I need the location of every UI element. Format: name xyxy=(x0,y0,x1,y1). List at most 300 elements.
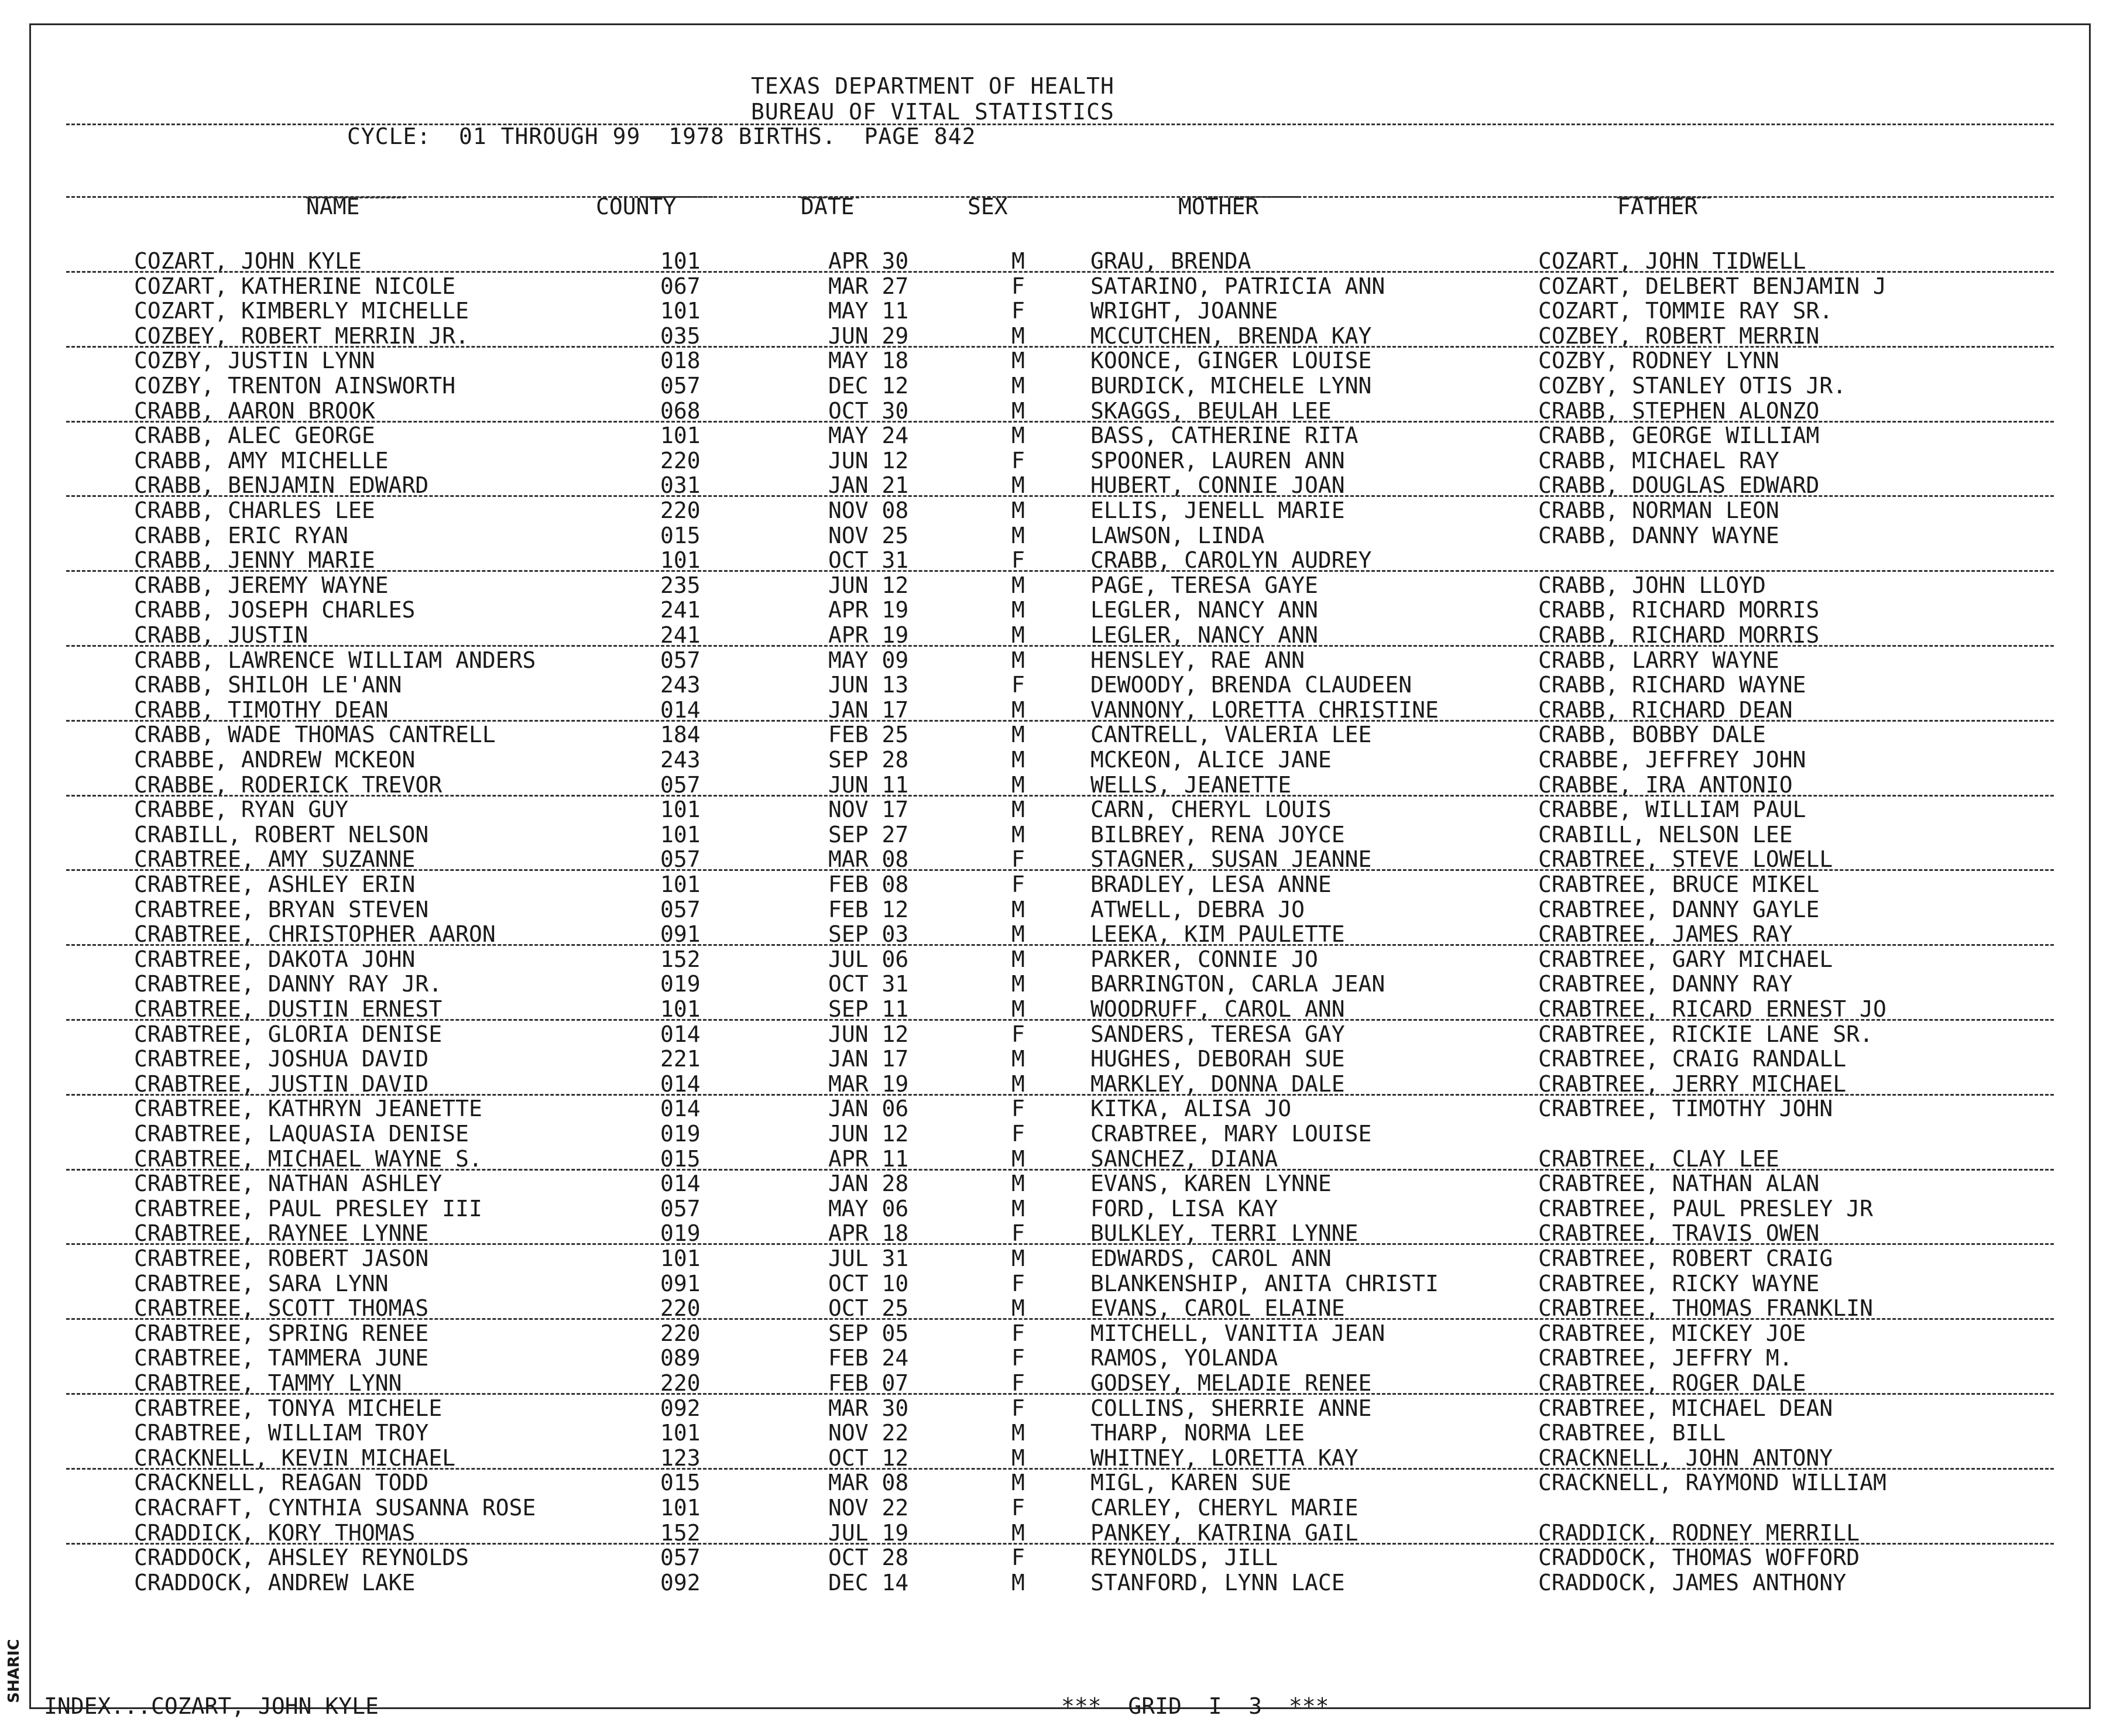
record-row xyxy=(31,722,2089,747)
record-sex: F xyxy=(1011,1096,1025,1122)
record-date: FEB 07 xyxy=(828,1370,909,1396)
record-rule xyxy=(66,944,2054,946)
record-father: CRABB, RICHARD WAYNE xyxy=(1538,672,1806,698)
record-mother: KITKA, ALISA JO xyxy=(1090,1096,1292,1122)
record-name: CRACKNELL, KEVIN MICHAEL xyxy=(134,1445,456,1471)
record-sex: M xyxy=(1011,1046,1025,1072)
record-sex: M xyxy=(1011,248,1025,274)
record-father: CRABTREE, ROBERT CRAIG xyxy=(1538,1246,1833,1271)
record-mother: MITCHELL, VANITIA JEAN xyxy=(1090,1320,1385,1346)
record-mother: DEWOODY, BRENDA CLAUDEEN xyxy=(1090,672,1412,698)
side-label-text: SHARIC xyxy=(5,1639,23,1703)
record-row xyxy=(31,348,2089,373)
record-county: 015 xyxy=(660,522,701,548)
record-date: SEP 27 xyxy=(828,821,909,848)
record-mother: PAGE, TERESA GAYE xyxy=(1090,572,1318,598)
record-father: CRABB, DANNY WAYNE xyxy=(1538,522,1779,548)
record-name: CRABTREE, GLORIA DENISE xyxy=(134,1021,442,1047)
record-father: CRABB, JOHN LLOYD xyxy=(1538,572,1766,598)
record-county: 014 xyxy=(660,1096,701,1122)
record-county: 241 xyxy=(660,597,701,623)
record-mother: PANKEY, KATRINA GAIL xyxy=(1090,1519,1359,1546)
record-name: CRABTREE, ROBERT JASON xyxy=(134,1246,429,1271)
record-name: CRABTREE, TAMMERA JUNE xyxy=(134,1345,429,1371)
record-date: APR 19 xyxy=(828,597,909,623)
record-date: JUN 12 xyxy=(828,572,909,598)
record-county: 091 xyxy=(660,921,701,948)
record-sex: F xyxy=(1011,447,1025,474)
record-mother: WELLS, JEANETTE xyxy=(1090,771,1292,798)
record-name: CRABB, LAWRENCE WILLIAM ANDERS xyxy=(134,647,536,673)
record-sex: M xyxy=(1011,1145,1025,1172)
document-page xyxy=(29,23,2091,1719)
record-name: CRABILL, ROBERT NELSON xyxy=(134,821,429,848)
record-mother: BARRINGTON, CARLA JEAN xyxy=(1090,971,1385,997)
record-sex: M xyxy=(1011,1195,1025,1222)
record-sex: M xyxy=(1011,697,1025,723)
record-name: CRABTREE, WILLIAM TROY xyxy=(134,1420,429,1446)
record-father: CRABTREE, CLAY LEE xyxy=(1538,1145,1779,1172)
column-header-sex: SEX xyxy=(968,194,1008,219)
record-row xyxy=(31,498,2089,523)
record-date: OCT 31 xyxy=(828,971,909,997)
column-header-name: NAME xyxy=(306,194,360,219)
record-county: 057 xyxy=(660,771,701,798)
record-rule xyxy=(66,495,2054,497)
record-sex: M xyxy=(1011,597,1025,623)
record-mother: EDWARDS, CAROL ANN xyxy=(1090,1246,1332,1271)
record-mother: THARP, NORMA LEE xyxy=(1090,1420,1305,1446)
record-date: NOV 22 xyxy=(828,1420,909,1446)
record-father: CRACKNELL, JOHN ANTONY xyxy=(1538,1445,1833,1471)
record-county: 101 xyxy=(660,1420,701,1446)
record-father: CRABB, STEPHEN ALONZO xyxy=(1538,397,1820,424)
column-header-father: FATHER xyxy=(1617,194,1698,219)
record-father: CRABBE, IRA ANTONIO xyxy=(1538,771,1793,798)
record-rule xyxy=(66,1543,2054,1545)
record-row xyxy=(31,1072,2089,1096)
record-father: CRABB, RICHARD MORRIS xyxy=(1538,597,1820,623)
record-mother: SANDERS, TERESA GAY xyxy=(1090,1021,1345,1047)
record-mother: KOONCE, GINGER LOUISE xyxy=(1090,348,1372,374)
record-name: CRABB, ALEC GEORGE xyxy=(134,423,375,449)
record-name: CRABB, CHARLES LEE xyxy=(134,498,375,523)
record-name: CRABTREE, SCOTT THOMAS xyxy=(134,1295,429,1322)
record-date: JUL 06 xyxy=(828,946,909,972)
record-father: CRABTREE, RICKY WAYNE xyxy=(1538,1270,1820,1296)
record-date: JAN 17 xyxy=(828,1046,909,1072)
record-sex: F xyxy=(1011,672,1025,698)
record-rule xyxy=(66,1094,2054,1096)
header-cycle: CYCLE: 01 THROUGH 99 1978 BIRTHS. PAGE 842 xyxy=(347,123,976,149)
record-name: CRADDOCK, ANDREW LAKE xyxy=(134,1569,416,1596)
record-sex: M xyxy=(1011,522,1025,548)
record-father: CRABTREE, NATHAN ALAN xyxy=(1538,1171,1820,1197)
record-sex: M xyxy=(1011,323,1025,349)
record-name: CRABTREE, BRYAN STEVEN xyxy=(134,896,429,922)
record-date: DEC 12 xyxy=(828,373,909,399)
record-row xyxy=(31,1421,2089,1445)
record-county: 101 xyxy=(660,996,701,1022)
record-mother: BURDICK, MICHELE LYNN xyxy=(1090,373,1372,399)
record-mother: HENSLEY, RAE ANN xyxy=(1090,647,1305,673)
record-name: CRABB, WADE THOMAS CANTRELL xyxy=(134,722,496,748)
record-name: CRABB, TIMOTHY DEAN xyxy=(134,697,389,723)
record-row xyxy=(31,922,2089,946)
record-county: 220 xyxy=(660,498,701,523)
record-name: CRABB, JEREMY WAYNE xyxy=(134,572,389,598)
record-county: 014 xyxy=(660,1171,701,1197)
record-father: CRABTREE, JERRY MICHAEL xyxy=(1538,1071,1847,1097)
record-row xyxy=(31,997,2089,1021)
record-name: CRABTREE, DANNY RAY JR. xyxy=(134,971,442,997)
record-sex: M xyxy=(1011,348,1025,374)
record-date: JAN 17 xyxy=(828,697,909,723)
record-father: CRABB, LARRY WAYNE xyxy=(1538,647,1779,673)
record-mother: LEGLER, NANCY ANN xyxy=(1090,597,1318,623)
record-father: CRABTREE, CRAIG RANDALL xyxy=(1538,1046,1847,1072)
record-mother: WRIGHT, JOANNE xyxy=(1090,298,1278,324)
record-date: APR 30 xyxy=(828,248,909,274)
record-mother: LEEKA, KIM PAULETTE xyxy=(1090,921,1345,948)
record-county: 015 xyxy=(660,1470,701,1496)
record-date: JAN 06 xyxy=(828,1096,909,1122)
record-sex: F xyxy=(1011,1545,1025,1571)
record-date: MAY 11 xyxy=(828,298,909,324)
record-date: MAR 08 xyxy=(828,1470,909,1496)
record-name: CRABTREE, KATHRYN JEANETTE xyxy=(134,1096,482,1122)
record-row xyxy=(31,1470,2089,1495)
record-county: 092 xyxy=(660,1569,701,1596)
record-county: 014 xyxy=(660,697,701,723)
footer-index: INDEX...COZART, JOHN KYLE xyxy=(44,1693,379,1719)
record-date: MAY 18 xyxy=(828,348,909,374)
record-county: 068 xyxy=(660,397,701,424)
record-sex: M xyxy=(1011,498,1025,523)
record-mother: BLANKENSHIP, ANITA CHRISTI xyxy=(1090,1270,1439,1296)
record-father: CRABTREE, JAMES RAY xyxy=(1538,921,1793,948)
record-sex: F xyxy=(1011,1370,1025,1396)
record-mother: BASS, CATHERINE RITA xyxy=(1090,423,1359,449)
record-name: CRABB, SHILOH LE'ANN xyxy=(134,672,402,698)
record-father: COZART, JOHN TIDWELL xyxy=(1538,248,1806,274)
record-name: COZBEY, ROBERT MERRIN JR. xyxy=(134,323,469,349)
record-date: SEP 11 xyxy=(828,996,909,1022)
record-row xyxy=(31,249,2089,273)
record-father: CRABTREE, RICARD ERNEST JO xyxy=(1538,996,1886,1022)
record-county: 101 xyxy=(660,547,701,574)
record-sex: M xyxy=(1011,946,1025,972)
record-sex: F xyxy=(1011,1220,1025,1247)
record-row xyxy=(31,1196,2089,1221)
record-date: MAR 19 xyxy=(828,1071,909,1097)
record-father: CRABB, RICHARD DEAN xyxy=(1538,697,1793,723)
record-name: COZART, JOHN KYLE xyxy=(134,248,362,274)
record-date: SEP 05 xyxy=(828,1320,909,1346)
record-sex: M xyxy=(1011,971,1025,997)
record-row xyxy=(31,847,2089,872)
record-row xyxy=(31,1047,2089,1071)
record-county: 101 xyxy=(660,298,701,324)
record-date: NOV 22 xyxy=(828,1495,909,1521)
record-county: 101 xyxy=(660,1495,701,1521)
record-name: CRABBE, ANDREW MCKEON xyxy=(134,747,416,773)
record-sex: F xyxy=(1011,273,1025,299)
record-date: NOV 08 xyxy=(828,498,909,523)
record-date: NOV 17 xyxy=(828,797,909,823)
record-county: 220 xyxy=(660,1320,701,1346)
record-row xyxy=(31,1396,2089,1421)
record-sex: F xyxy=(1011,547,1025,574)
record-father: CRABTREE, DANNY GAYLE xyxy=(1538,896,1820,922)
record-mother: CANTRELL, VALERIA LEE xyxy=(1090,722,1372,748)
record-date: NOV 25 xyxy=(828,522,909,548)
record-date: JUN 29 xyxy=(828,323,909,349)
record-sex: M xyxy=(1011,771,1025,798)
record-sex: M xyxy=(1011,647,1025,673)
record-row xyxy=(31,1545,2089,1570)
record-name: CRABTREE, TAMMY LYNN xyxy=(134,1370,402,1396)
record-name: CRABTREE, NATHAN ASHLEY xyxy=(134,1171,442,1197)
footer-grid: *** GRID I 3 *** xyxy=(1061,1693,1329,1719)
record-row xyxy=(31,972,2089,996)
record-sex: F xyxy=(1011,1021,1025,1047)
record-date: MAY 24 xyxy=(828,423,909,449)
record-row xyxy=(31,947,2089,972)
record-sex: M xyxy=(1011,1569,1025,1596)
record-row xyxy=(31,1221,2089,1246)
record-mother: SATARINO, PATRICIA ANN xyxy=(1090,273,1385,299)
record-father: CRABTREE, GARY MICHAEL xyxy=(1538,946,1833,972)
record-mother: HUBERT, CONNIE JOAN xyxy=(1090,472,1345,499)
record-sex: M xyxy=(1011,472,1025,499)
record-mother: CARLEY, CHERYL MARIE xyxy=(1090,1495,1359,1521)
record-date: OCT 10 xyxy=(828,1270,909,1296)
record-county: 018 xyxy=(660,348,701,374)
record-father: CRABBE, JEFFREY JOHN xyxy=(1538,747,1806,773)
record-row xyxy=(31,623,2089,647)
record-rule xyxy=(66,1169,2054,1171)
record-mother: GRAU, BRENDA xyxy=(1090,248,1251,274)
record-mother: RAMOS, YOLANDA xyxy=(1090,1345,1278,1371)
record-sex: M xyxy=(1011,373,1025,399)
record-date: FEB 25 xyxy=(828,722,909,748)
record-mother: CRABB, CAROLYN AUDREY xyxy=(1090,547,1372,574)
record-name: CRABTREE, DUSTIN ERNEST xyxy=(134,996,442,1022)
record-father: CRABTREE, BILL xyxy=(1538,1420,1726,1446)
record-father: CRABTREE, MICKEY JOE xyxy=(1538,1320,1806,1346)
record-county: 014 xyxy=(660,1021,701,1047)
record-name: CRABB, BENJAMIN EDWARD xyxy=(134,472,429,499)
record-sex: F xyxy=(1011,1495,1025,1521)
record-father: CRADDICK, RODNEY MERRILL xyxy=(1538,1519,1860,1546)
record-name: CRACKNELL, REAGAN TODD xyxy=(134,1470,429,1496)
record-sex: M xyxy=(1011,397,1025,424)
record-county: 123 xyxy=(660,1445,701,1471)
record-county: 057 xyxy=(660,896,701,922)
record-sex: M xyxy=(1011,1420,1025,1446)
record-father: CRABB, MICHAEL RAY xyxy=(1538,447,1779,474)
record-mother: EVANS, KAREN LYNNE xyxy=(1090,1171,1332,1197)
record-row xyxy=(31,1446,2089,1470)
record-name: COZBY, JUSTIN LYNN xyxy=(134,348,375,374)
record-county: 101 xyxy=(660,797,701,823)
record-date: OCT 28 xyxy=(828,1545,909,1571)
record-sex: F xyxy=(1011,846,1025,873)
record-county: 014 xyxy=(660,1071,701,1097)
record-row xyxy=(31,523,2089,548)
record-row xyxy=(31,1296,2089,1320)
record-date: APR 11 xyxy=(828,1145,909,1172)
record-sex: F xyxy=(1011,1270,1025,1296)
record-mother: STANFORD, LYNN LACE xyxy=(1090,1569,1345,1596)
record-rule xyxy=(66,1318,2054,1320)
record-county: 235 xyxy=(660,572,701,598)
record-name: CRADDICK, KORY THOMAS xyxy=(134,1519,416,1546)
record-date: FEB 08 xyxy=(828,872,909,897)
record-sex: M xyxy=(1011,622,1025,648)
record-sex: F xyxy=(1011,872,1025,897)
record-name: CRABB, ERIC RYAN xyxy=(134,522,349,548)
record-mother: SANCHEZ, DIANA xyxy=(1090,1145,1278,1172)
record-county: 152 xyxy=(660,946,701,972)
record-date: SEP 03 xyxy=(828,921,909,948)
record-date: JUN 12 xyxy=(828,1121,909,1147)
record-mother: LAWSON, LINDA xyxy=(1090,522,1265,548)
record-date: JUN 13 xyxy=(828,672,909,698)
record-sex: M xyxy=(1011,797,1025,823)
record-county: 101 xyxy=(660,821,701,848)
record-sex: M xyxy=(1011,1445,1025,1471)
record-county: 220 xyxy=(660,447,701,474)
record-mother: FORD, LISA KAY xyxy=(1090,1195,1278,1222)
record-sex: M xyxy=(1011,1295,1025,1322)
record-rule xyxy=(66,645,2054,647)
record-mother: MIGL, KAREN SUE xyxy=(1090,1470,1292,1496)
header-department: TEXAS DEPARTMENT OF HEALTH xyxy=(751,73,1114,99)
record-mother: COLLINS, SHERRIE ANNE xyxy=(1090,1395,1372,1421)
record-county: 057 xyxy=(660,373,701,399)
record-father: CRADDOCK, THOMAS WOFFORD xyxy=(1538,1545,1860,1571)
record-father: CRABTREE, RICKIE LANE SR. xyxy=(1538,1021,1873,1047)
record-father: CRABB, NORMAN LEON xyxy=(1538,498,1779,523)
record-mother: LEGLER, NANCY ANN xyxy=(1090,622,1318,648)
record-row xyxy=(31,1246,2089,1271)
record-row xyxy=(31,1022,2089,1047)
record-name: CRABTREE, PAUL PRESLEY III xyxy=(134,1195,482,1222)
record-name: CRABBE, RYAN GUY xyxy=(134,797,349,823)
record-date: JAN 28 xyxy=(828,1171,909,1197)
record-date: APR 19 xyxy=(828,622,909,648)
record-row xyxy=(31,324,2089,348)
record-name: CRABB, AARON BROOK xyxy=(134,397,375,424)
record-mother: PARKER, CONNIE JO xyxy=(1090,946,1318,972)
record-date: SEP 28 xyxy=(828,747,909,773)
record-date: MAY 06 xyxy=(828,1195,909,1222)
record-county: 019 xyxy=(660,971,701,997)
record-sex: M xyxy=(1011,1519,1025,1546)
record-rule xyxy=(66,570,2054,572)
record-county: 220 xyxy=(660,1370,701,1396)
record-county: 101 xyxy=(660,423,701,449)
record-row xyxy=(31,1570,2089,1595)
record-county: 067 xyxy=(660,273,701,299)
record-name: COZART, KIMBERLY MICHELLE xyxy=(134,298,469,324)
column-header-mother: MOTHER xyxy=(1178,194,1259,219)
record-mother: MARKLEY, DONNA DALE xyxy=(1090,1071,1345,1097)
record-mother: WOODRUFF, CAROL ANN xyxy=(1090,996,1345,1022)
record-father: CRABILL, NELSON LEE xyxy=(1538,821,1793,848)
column-header-date: DATE xyxy=(801,194,855,219)
record-sex: M xyxy=(1011,423,1025,449)
record-mother: STAGNER, SUSAN JEANNE xyxy=(1090,846,1372,873)
record-sex: M xyxy=(1011,1246,1025,1271)
record-date: OCT 30 xyxy=(828,397,909,424)
record-row xyxy=(31,1371,2089,1395)
record-date: MAR 08 xyxy=(828,846,909,873)
record-row xyxy=(31,1096,2089,1121)
record-date: DEC 14 xyxy=(828,1569,909,1596)
record-sex: M xyxy=(1011,747,1025,773)
record-mother: CRABTREE, MARY LOUISE xyxy=(1090,1121,1372,1147)
record-row xyxy=(31,274,2089,299)
record-county: 035 xyxy=(660,323,701,349)
record-mother: MCCUTCHEN, BRENDA KAY xyxy=(1090,323,1372,349)
record-sex: F xyxy=(1011,298,1025,324)
record-county: 057 xyxy=(660,846,701,873)
record-name: CRABTREE, ASHLEY ERIN xyxy=(134,872,416,897)
record-mother: REYNOLDS, JILL xyxy=(1090,1545,1278,1571)
record-father: CRABB, DOUGLAS EDWARD xyxy=(1538,472,1820,499)
record-father: CRABTREE, PAUL PRESLEY JR xyxy=(1538,1195,1873,1222)
record-row xyxy=(31,1321,2089,1346)
record-sex: M xyxy=(1011,1470,1025,1496)
record-date: FEB 12 xyxy=(828,896,909,922)
record-county: 019 xyxy=(660,1220,701,1247)
record-mother: BULKLEY, TERRI LYNNE xyxy=(1090,1220,1359,1247)
record-date: JUN 12 xyxy=(828,447,909,474)
record-row xyxy=(31,373,2089,398)
record-county: 089 xyxy=(660,1345,701,1371)
record-county: 241 xyxy=(660,622,701,648)
record-mother: ELLIS, JENELL MARIE xyxy=(1090,498,1345,523)
record-name: CRABTREE, CHRISTOPHER AARON xyxy=(134,921,496,948)
record-father: CRABTREE, THOMAS FRANKLIN xyxy=(1538,1295,1873,1322)
record-name: CRABB, JUSTIN xyxy=(134,622,308,648)
record-mother: MCKEON, ALICE JANE xyxy=(1090,747,1332,773)
record-father: CRABTREE, ROGER DALE xyxy=(1538,1370,1806,1396)
record-name: CRACRAFT, CYNTHIA SUSANNA ROSE xyxy=(134,1495,536,1521)
record-father: CRABTREE, DANNY RAY xyxy=(1538,971,1793,997)
record-sex: F xyxy=(1011,1395,1025,1421)
record-date: JAN 21 xyxy=(828,472,909,499)
record-mother: WHITNEY, LORETTA KAY xyxy=(1090,1445,1359,1471)
record-name: CRABTREE, LAQUASIA DENISE xyxy=(134,1121,469,1147)
record-name: COZBY, TRENTON AINSWORTH xyxy=(134,373,456,399)
record-rule xyxy=(66,271,2054,273)
record-name: COZART, KATHERINE NICOLE xyxy=(134,273,456,299)
record-name: CRABB, JENNY MARIE xyxy=(134,547,375,574)
record-mother: VANNONY, LORETTA CHRISTINE xyxy=(1090,697,1439,723)
record-sex: M xyxy=(1011,921,1025,948)
record-sex: M xyxy=(1011,1171,1025,1197)
record-row xyxy=(31,673,2089,697)
record-name: CRABTREE, JUSTIN DAVID xyxy=(134,1071,429,1097)
record-county: 221 xyxy=(660,1046,701,1072)
column-header-county: COUNTY xyxy=(596,194,677,219)
record-father: COZART, DELBERT BENJAMIN J xyxy=(1538,273,1886,299)
header-bureau: BUREAU OF VITAL STATISTICS xyxy=(751,99,1114,125)
